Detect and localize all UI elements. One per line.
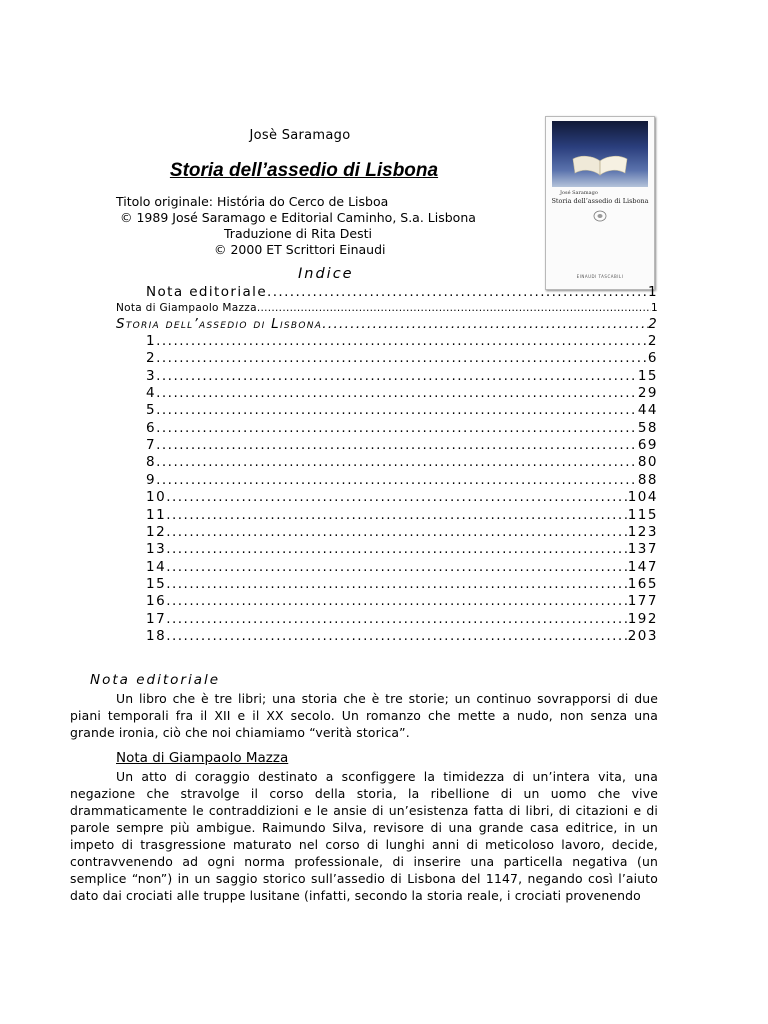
- toc-label: 18: [146, 627, 167, 644]
- toc-chapter-entry[interactable]: [146, 524, 658, 540]
- toc-chapter-entry[interactable]: [146, 385, 658, 401]
- copyright-line-1: © 1989 José Saramago e Editorial Caminho, S.a. Lisbona: [120, 210, 476, 225]
- toc-label: 4.: [146, 385, 162, 402]
- toc-page: 44: [637, 402, 658, 419]
- cover-author: José Saramago: [560, 190, 598, 196]
- toc-leader: [166, 593, 628, 609]
- toc-page: 123: [627, 523, 658, 540]
- toc-chapter-entry[interactable]: [146, 368, 658, 384]
- toc-label: 12: [146, 523, 167, 540]
- toc-chapter-entry[interactable]: [146, 333, 658, 349]
- toc-page: 80: [637, 454, 658, 471]
- toc-chapter-entry[interactable]: [146, 507, 658, 523]
- toc-page: 58: [637, 419, 658, 436]
- toc-label: 3.: [146, 367, 162, 384]
- toc-page: 69: [637, 437, 658, 454]
- nota-editoriale-text: [70, 690, 658, 741]
- toc-label: Storia dell’assedio di Lisbona: [116, 316, 323, 332]
- toc-label: 17: [146, 610, 167, 627]
- toc-leader: [166, 628, 628, 644]
- toc-leader: [162, 350, 648, 366]
- toc-leader: [166, 524, 628, 540]
- translation-credit: Traduzione di Rita Desti: [224, 226, 372, 241]
- toc-chapter-entry[interactable]: [146, 420, 658, 436]
- toc-page: 2: [647, 333, 658, 349]
- toc-leader: [166, 507, 628, 523]
- toc-entry-nota-mazza[interactable]: [116, 302, 658, 314]
- toc-label: 14: [146, 558, 167, 575]
- toc-label: 13: [146, 541, 167, 558]
- toc-chapter-entry[interactable]: [146, 402, 658, 418]
- toc-label: 6.: [146, 419, 162, 436]
- cover-art: [552, 121, 648, 187]
- toc-chapter-entry[interactable]: [146, 489, 658, 505]
- toc-chapter-entry[interactable]: [146, 559, 658, 575]
- toc-label: Nota editoriale: [146, 284, 268, 300]
- toc-leader: [322, 316, 648, 332]
- toc-label: 2.: [146, 350, 162, 367]
- toc-label: 11: [146, 506, 167, 523]
- toc-label: 1.: [146, 333, 162, 349]
- cover-publisher: EINAUDI TASCABILI: [576, 274, 624, 279]
- toc-page: 29: [637, 385, 658, 402]
- toc-leader: [162, 402, 638, 418]
- toc-label: 9.: [146, 471, 162, 488]
- original-title: Titolo originale: História do Cerco de Lisboa: [116, 194, 389, 209]
- toc-page: 115: [627, 506, 658, 523]
- toc-page: 192: [627, 610, 658, 627]
- toc-leader: [257, 302, 651, 314]
- toc-chapter-entry[interactable]: [146, 437, 658, 453]
- toc-page: 177: [627, 593, 658, 610]
- toc-leader: [162, 420, 638, 436]
- toc-page: 104: [627, 489, 658, 506]
- toc-leader: [162, 368, 638, 384]
- toc-chapter-entry[interactable]: [146, 472, 658, 488]
- toc-label: 5.: [146, 402, 162, 419]
- paragraph-text: Un atto di coraggio destinato a sconfiggere la timidezza di un’intera vita, una negazione che stravolge il corso della storia, la ribellione di un uomo che vive drammaticamente le contraddizioni e le ansie di un’esistenza fatta di libri, di citazioni e di parole sempre più ambigue. Raimundo Silva, revisore di una grande casa editrice, in un impeto di trasgressione maturato nel corso di lunghi anni di meticoloso lavoro, decide, contravvenendo ad ogni norma professionale, di inserire una particella negativa (un semplice “non”) in un saggio storico sull’assedio di Lisbona del 1147, negando così l’aiuto dato dai crociati alle truppe lusitane (infatti, secondo la storia reale, i crociati provenendo: [70, 769, 658, 903]
- toc-page: 165: [627, 575, 658, 592]
- book-cover-image: [545, 116, 655, 290]
- cover-title: Storia dell’assedio di Lisbona: [551, 197, 649, 205]
- toc-page: 147: [627, 558, 658, 575]
- author-name: Josè Saramago: [249, 128, 351, 143]
- toc-label: 7.: [146, 437, 162, 454]
- toc-leader: [166, 559, 628, 575]
- toc-chapter-entry[interactable]: [146, 611, 658, 627]
- publisher-emblem-icon: [593, 210, 607, 222]
- toc-leader: [166, 489, 628, 505]
- toc-label: 15: [146, 575, 167, 592]
- index-heading: Indice: [298, 266, 354, 282]
- toc-entry-storia[interactable]: [116, 316, 658, 332]
- toc-label: 16: [146, 593, 167, 610]
- toc-leader: [166, 611, 628, 627]
- toc-leader: [162, 385, 638, 401]
- toc-chapter-entry[interactable]: [146, 576, 658, 592]
- toc-leader: [162, 472, 638, 488]
- toc-label: 10: [146, 489, 167, 506]
- toc-chapter-entry[interactable]: [146, 593, 658, 609]
- toc-entry-nota-editoriale[interactable]: [146, 284, 658, 300]
- toc-leader: [166, 576, 628, 592]
- toc-page: 2: [648, 316, 658, 332]
- toc-page: 88: [637, 471, 658, 488]
- toc-label: Nota di Giampaolo Mazza: [116, 302, 257, 314]
- toc-leader: [162, 333, 648, 349]
- toc-leader: [267, 284, 648, 300]
- toc-page: 1: [648, 284, 658, 300]
- paragraph-text: Un libro che è tre libri; una storia che è tre storie; un continuo sovrapporsi di due piani temporali fra il XII e il XX secolo. Un romanzo che mette a nudo, non senza una grande ironia, ciò che noi chiamiamo “verità storica”.: [70, 691, 658, 740]
- toc-chapter-entry[interactable]: [146, 350, 658, 366]
- toc-page: 6: [647, 350, 658, 367]
- toc-leader: [166, 541, 628, 557]
- book-title: Storia dell’assedio di Lisbona: [169, 160, 439, 181]
- toc-leader: [162, 454, 638, 470]
- toc-chapter-entry[interactable]: [146, 454, 658, 470]
- toc-page: 203: [627, 627, 658, 644]
- nota-mazza-text: [70, 768, 658, 904]
- nota-editoriale-heading: Nota editoriale: [90, 672, 221, 688]
- toc-chapter-entry[interactable]: [146, 628, 658, 644]
- open-book-icon: [572, 155, 628, 177]
- toc-leader: [162, 437, 638, 453]
- toc-page: 1: [651, 302, 658, 314]
- toc-label: 8.: [146, 454, 162, 471]
- toc-chapter-entry[interactable]: [146, 541, 658, 557]
- copyright-line-2: © 2000 ET Scrittori Einaudi: [214, 242, 386, 257]
- nota-mazza-heading: Nota di Giampaolo Mazza: [116, 750, 289, 766]
- toc-page: 15: [637, 367, 658, 384]
- toc-page: 137: [627, 541, 658, 558]
